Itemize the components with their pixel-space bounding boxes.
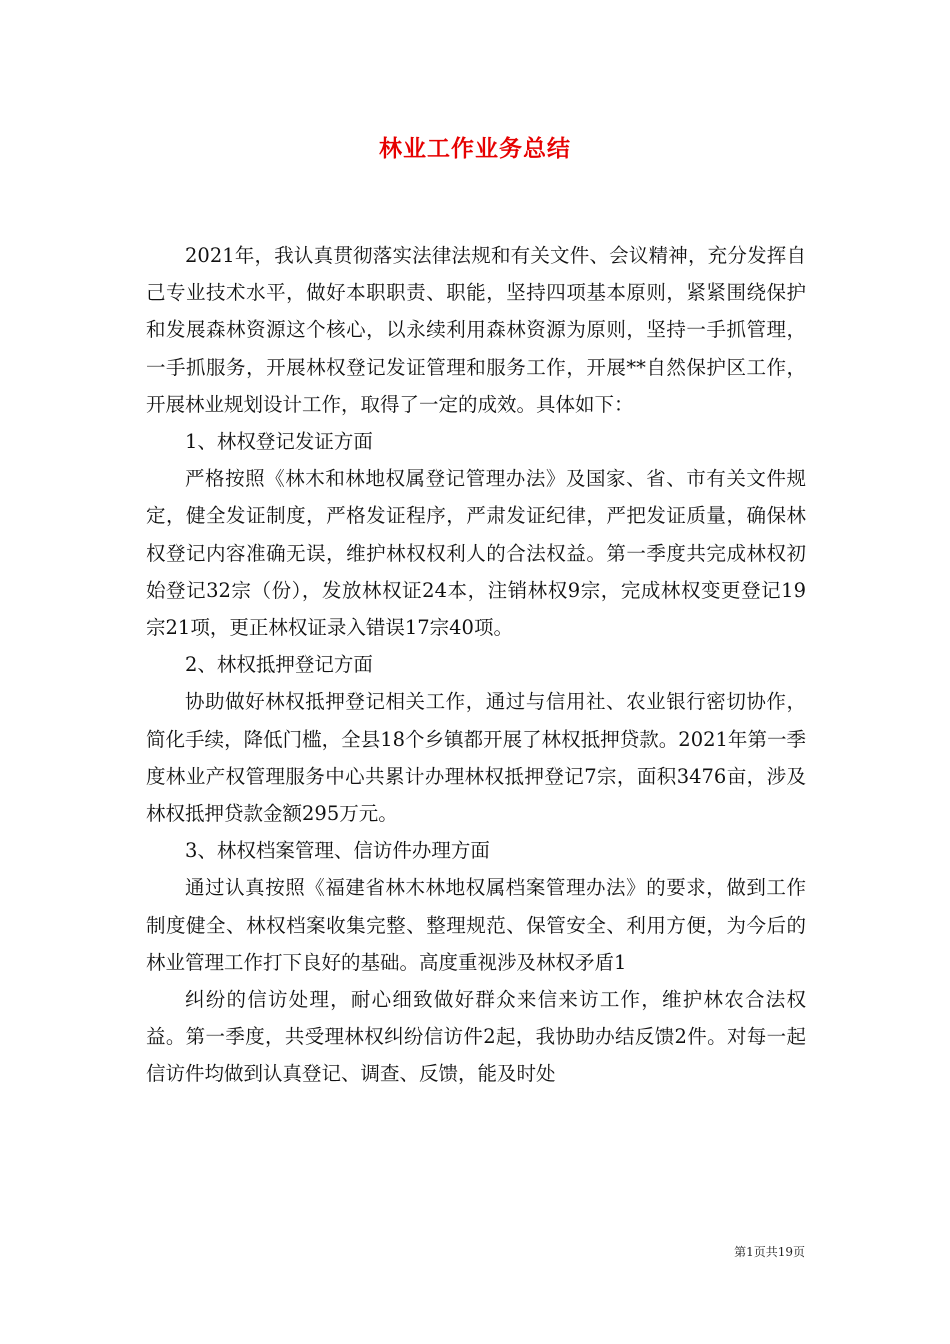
paragraph-section-3b: 纠纷的信访处理，耐心细致做好群众来信来访工作，维护林农合法权益。第一季度，共受理林权纠纷信访件2起，我协助办结反馈2件。对每一起信访件均做到认真登记、调查、反馈，能及时处 (146, 988, 806, 1086)
paragraph-section-3a: 通过认真按照《福建省林木林地权属档案管理办法》的要求，做到工作制度健全、林权档案收集完整、整理规范、保管安全、利用方便，为今后的林业管理工作打下良好的基础。高度重视涉及林权矛盾1 (146, 876, 806, 974)
page-number: 第1页共19页 (734, 1245, 805, 1259)
paragraph-section-1: 严格按照《林木和林地权属登记管理办法》及国家、省、市有关文件规定，健全发证制度，严格发证程序，严肃发证纪律，严把发证质量，确保林权登记内容准确无误，维护林权权利人的合法权益。第一季度共完成林权初始登记32宗（份），发放林权证24本，注销林权9宗，完成林权变更登记19宗21项，更正林权证录入错误17宗40项。 (146, 467, 806, 640)
paragraph-section-2: 协助做好林权抵押登记相关工作，通过与信用社、农业银行密切协作，简化手续，降低门槛，全县18个乡镇都开展了林权抵押贷款。2021年第一季度林业产权管理服务中心共累计办理林权抵押登记7宗，面积3476亩，涉及林权抵押贷款金额295万元。 (146, 690, 806, 826)
section-heading-3: 3、林权档案管理、信访件办理方面 (185, 839, 490, 863)
section-heading-1: 1、林权登记发证方面 (185, 430, 373, 454)
section-heading-2: 2、林权抵押登记方面 (185, 653, 373, 677)
document-title: 林业工作业务总结 (379, 135, 571, 162)
paragraph-intro: 2021年，我认真贯彻落实法律法规和有关文件、会议精神，充分发挥自己专业技术水平，做好本职职责、职能，坚持四项基本原则，紧紧围绕保护和发展森林资源这个核心，以永续利用森林资源为原则，坚持一手抓管理，一手抓服务，开展林权登记发证管理和服务工作，开展**自然保护区工作，开展林业规划设计工作，取得了一定的成效。具体如下： (146, 244, 806, 416)
document-body (146, 237, 806, 1093)
